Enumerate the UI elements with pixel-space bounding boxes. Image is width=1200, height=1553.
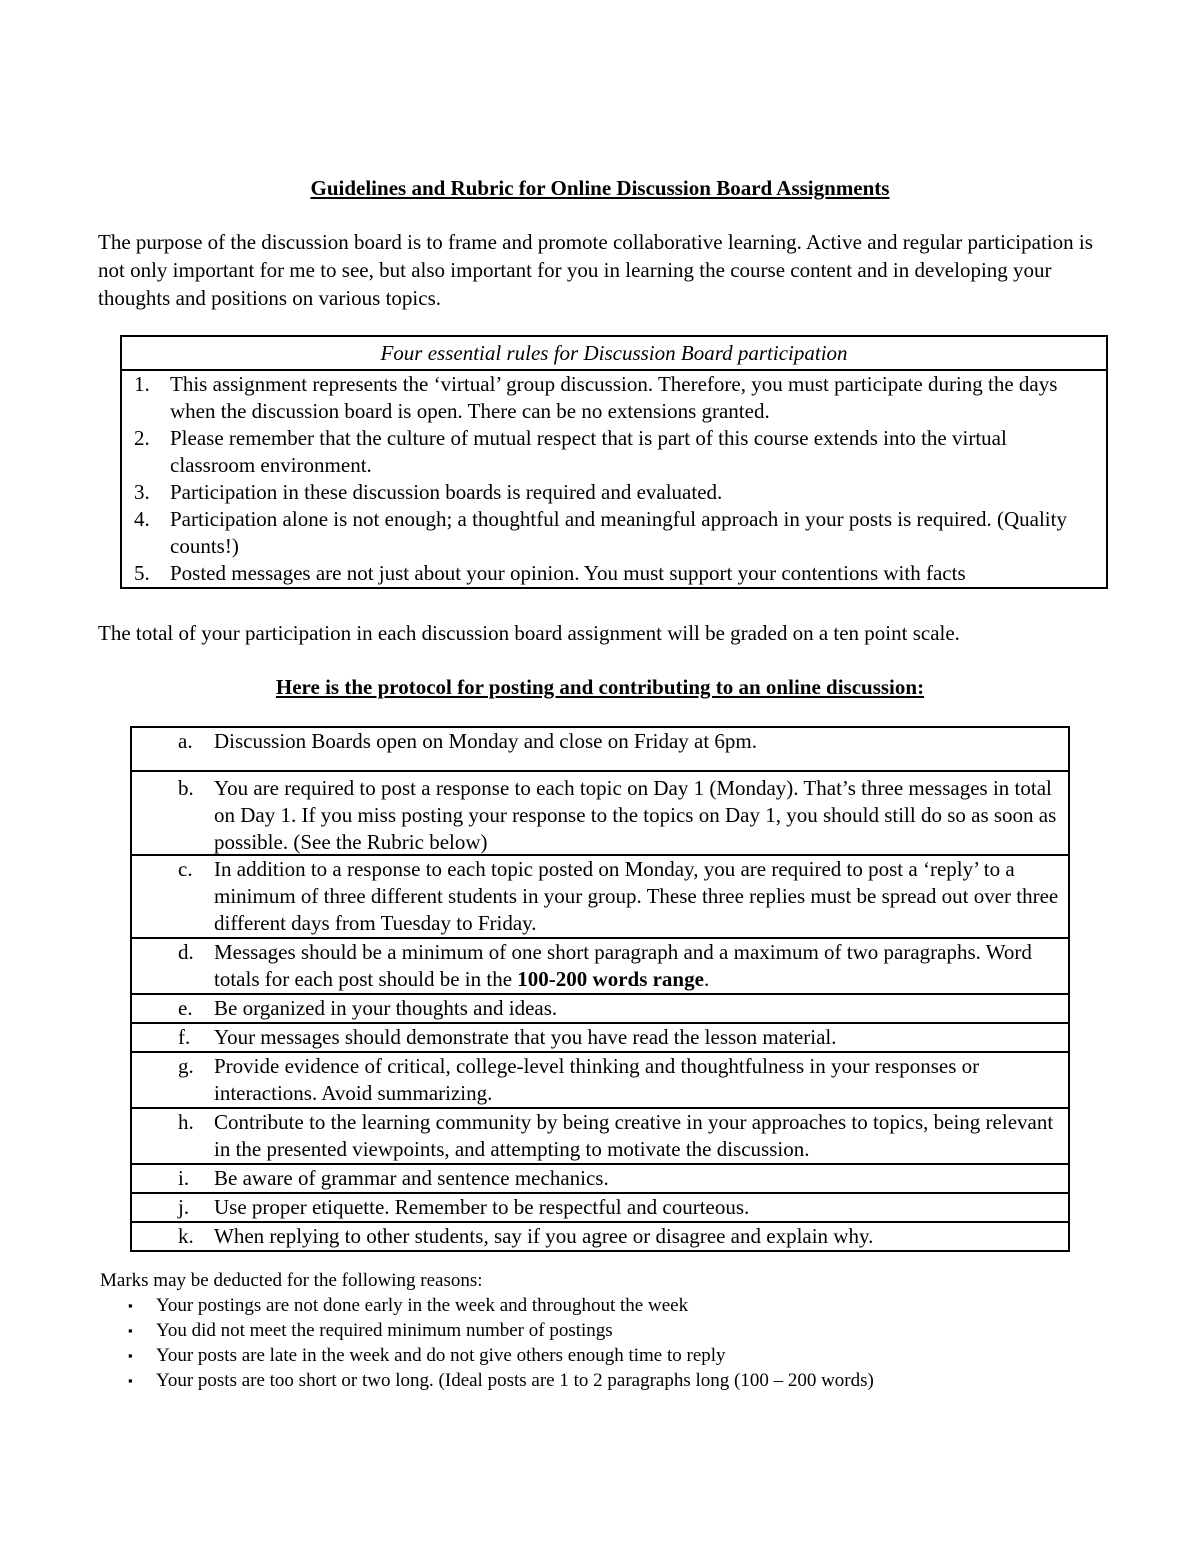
deduction-text: Your posts are late in the week and do not give others enough time to reply xyxy=(156,1345,726,1366)
protocol-text: You are required to post a response to each topic on Day 1 (Monday). That’s three messages in total on Day 1. If you miss posting your response to the topics on Day 1, you should still do so as soon as possible. (See the Rubric below) xyxy=(214,776,1057,854)
deduction-item xyxy=(100,1368,1100,1393)
protocol-row xyxy=(131,1164,1069,1193)
rule-item xyxy=(122,425,1106,479)
rule-text: Posted messages are not just about your opinion. You must support your contentions with facts xyxy=(170,561,966,585)
protocol-letter: e. xyxy=(178,996,193,1020)
protocol-row xyxy=(131,938,1069,994)
protocol-cell xyxy=(132,995,1068,1022)
rule-item xyxy=(122,371,1106,425)
word-range-emphasis: 100-200 words range xyxy=(517,967,704,991)
rule-number: 3. xyxy=(134,480,150,504)
protocol-row xyxy=(131,1193,1069,1222)
protocol-row xyxy=(131,1108,1069,1164)
essential-rules-list xyxy=(122,371,1106,587)
protocol-letter: d. xyxy=(178,940,194,964)
square-bullet-icon: ▪ xyxy=(128,1323,133,1338)
protocol-row xyxy=(131,1222,1069,1251)
intro-paragraph: The purpose of the discussion board is to frame and promote collaborative learning. Active and regular participation is not only important for me to see, but also important for you in learning the course content and in developing your thoughts and positions on various topics. xyxy=(98,230,1093,310)
protocol-row xyxy=(131,1023,1069,1052)
protocol-letter: h. xyxy=(178,1110,194,1134)
deduction-text: You did not meet the required minimum number of postings xyxy=(156,1320,613,1341)
protocol-cell xyxy=(132,1194,1068,1221)
rule-text: Participation alone is not enough; a thoughtful and meaningful approach in your posts is required. (Quality counts!) xyxy=(170,507,1067,558)
protocol-text: Contribute to the learning community by being creative in your approaches to topics, being relevant in the presented viewpoints, and attempting to motivate the discussion. xyxy=(214,1110,1054,1161)
protocol-text: Be organized in your thoughts and ideas. xyxy=(214,996,558,1020)
protocol-letter: j. xyxy=(178,1195,190,1219)
deduction-item xyxy=(100,1293,1100,1318)
square-bullet-icon: ▪ xyxy=(128,1373,133,1388)
deductions-section xyxy=(100,1268,1100,1393)
protocol-letter: b. xyxy=(178,776,194,800)
square-bullet-icon: ▪ xyxy=(128,1348,133,1363)
essential-rules-box xyxy=(120,335,1108,589)
protocol-row xyxy=(131,771,1069,855)
deductions-intro: Marks may be deducted for the following reasons: xyxy=(100,1270,483,1291)
protocol-cell xyxy=(132,1024,1068,1051)
deductions-list xyxy=(100,1293,1100,1393)
rule-number: 1. xyxy=(134,372,150,396)
protocol-text: Be aware of grammar and sentence mechanics. xyxy=(214,1166,609,1190)
protocol-table xyxy=(130,726,1070,1252)
protocol-letter: k. xyxy=(178,1224,194,1248)
protocol-text xyxy=(214,940,1032,991)
rule-item xyxy=(122,479,1106,506)
protocol-text-part: . xyxy=(703,967,710,991)
protocol-cell xyxy=(132,856,1068,937)
grading-scale-text: The total of your participation in each discussion board assignment will be graded on a ten point scale. xyxy=(98,621,960,645)
protocol-heading: Here is the protocol for posting and contributing to an online discussion: xyxy=(275,675,925,699)
page-title: Guidelines and Rubric for Online Discussion Board Assignments xyxy=(310,176,890,200)
protocol-letter: a. xyxy=(178,729,193,753)
rule-text: This assignment represents the ‘virtual’ group discussion. Therefore, you must participate during the days when the discussion board is open. There can be no extensions granted. xyxy=(170,372,1058,423)
protocol-row xyxy=(131,1052,1069,1108)
protocol-text: Provide evidence of critical, college-level thinking and thoughtfulness in your responses or interactions. Avoid summarizing. xyxy=(214,1054,980,1105)
rule-number: 2. xyxy=(134,426,150,450)
protocol-text: When replying to other students, say if you agree or disagree and explain why. xyxy=(214,1224,874,1248)
rule-item xyxy=(122,560,1106,587)
essential-rules-heading: Four essential rules for Discussion Board participation xyxy=(122,337,1106,371)
protocol-text-part: Messages should be a minimum of one short paragraph and a maximum of two paragraphs. Word totals for each post should be in the xyxy=(214,940,1032,991)
protocol-cell xyxy=(132,1165,1068,1192)
protocol-text: Use proper etiquette. Remember to be respectful and courteous. xyxy=(214,1195,750,1219)
rule-item xyxy=(122,506,1106,560)
deduction-item xyxy=(100,1343,1100,1368)
protocol-row xyxy=(131,855,1069,938)
rule-text: Participation in these discussion boards is required and evaluated. xyxy=(170,480,723,504)
protocol-letter: f. xyxy=(178,1025,191,1049)
deduction-item xyxy=(100,1318,1100,1343)
protocol-row xyxy=(131,994,1069,1023)
deduction-text: Your postings are not done early in the week and throughout the week xyxy=(156,1295,689,1316)
protocol-row xyxy=(131,727,1069,771)
deduction-text: Your posts are too short or two long. (Ideal posts are 1 to 2 paragraphs long (100 – 200 words) xyxy=(156,1370,874,1391)
protocol-cell xyxy=(132,1223,1068,1250)
protocol-text: In addition to a response to each topic posted on Monday, you are required to post a ‘reply’ to a minimum of three different students in your group. These three replies must be spread out over three different days from Tuesday to Friday. xyxy=(214,857,1059,935)
square-bullet-icon: ▪ xyxy=(128,1298,133,1313)
protocol-cell xyxy=(132,728,1068,770)
rule-text: Please remember that the culture of mutual respect that is part of this course extends into the virtual classroom environment. xyxy=(170,426,1007,477)
rule-number: 4. xyxy=(134,507,150,531)
protocol-letter: c. xyxy=(178,857,193,881)
protocol-cell xyxy=(132,939,1068,993)
protocol-cell xyxy=(132,772,1068,854)
rule-number: 5. xyxy=(134,561,150,585)
protocol-cell xyxy=(132,1053,1068,1107)
protocol-letter: i. xyxy=(178,1166,190,1190)
protocol-text: Discussion Boards open on Monday and close on Friday at 6pm. xyxy=(214,729,758,753)
protocol-text: Your messages should demonstrate that you have read the lesson material. xyxy=(214,1025,837,1049)
protocol-letter: g. xyxy=(178,1054,194,1078)
protocol-cell xyxy=(132,1109,1068,1163)
